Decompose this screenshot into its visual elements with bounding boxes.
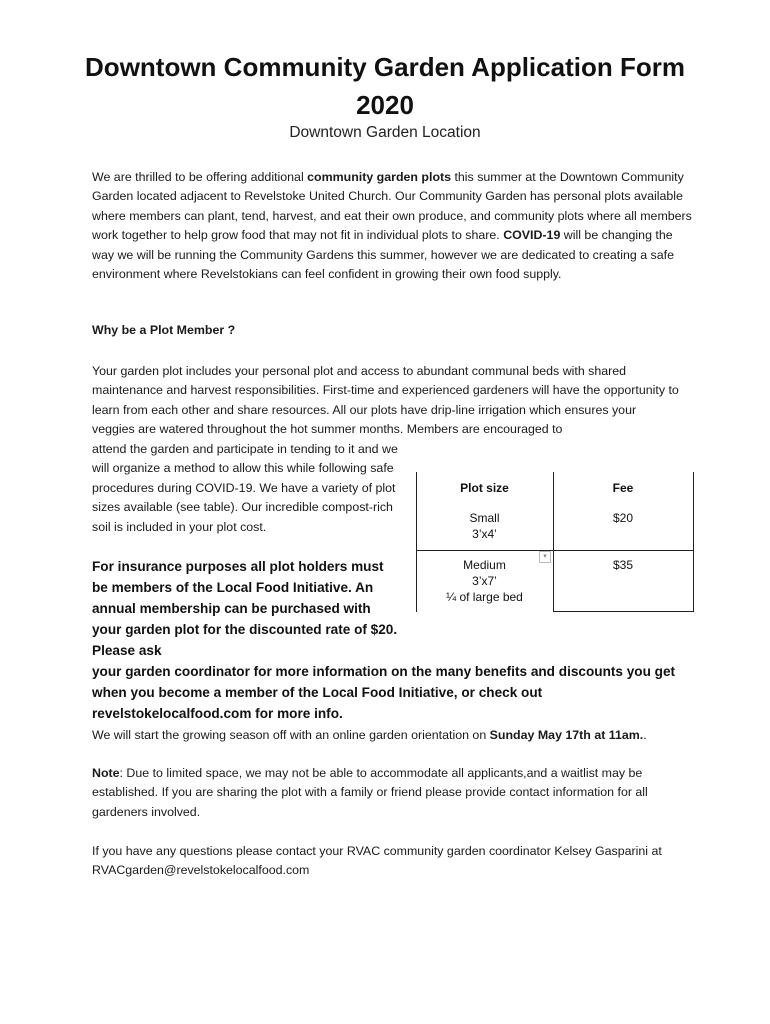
orientation-end: . [643,728,647,742]
page-subtitle: Downtown Garden Location [289,124,481,141]
intro-text-3: will be changing the way we will be running the Community Gardens this summer, however we are dedicated to creating a safe environment where Revelstokians can feel confident in growing their own food supply. [92,228,674,282]
insurance-paragraph [92,556,692,724]
orientation-text: We will start the growing season off with an online garden orientation on [92,728,490,742]
table-header-plot-size: Plot size [460,481,509,495]
intro-bold-2: COVID-19 [503,228,561,243]
plot-paragraph: Your garden plot includes your personal plot and access to abundant communal beds with shared maintenance and harvest responsibilities. First-time and experienced gardeners will have the opportunity to learn from each other and share resources. All our plots have drip-line irrigation which ensures your veggies are watered throughout the hot summer months. Members are encouraged to [92,364,679,437]
table-row-medium-fee: $35 [612,558,634,572]
table-header-fee: Fee [612,481,634,495]
table-row-small-fee: $20 [612,511,634,525]
page-title: Downtown Community Garden Application Form 2020 [85,52,685,120]
plot-paragraph-continued: attend the garden and participate in tending to it and we will organize a method to allow this while following safe procedures during COVID-19. We have a variety of plot sizes available (see table). Our incredible compost-rich soil is included in your plot cost. [92,442,398,534]
table-row-divider [416,550,694,551]
insurance-text-1: For insurance purposes all plot holders must be members of the Local Food Initiative. An annual membership can be purchased with your garden plot for the discounted rate of $20. Please ask [92,559,398,658]
intro-text-2: this summer at the Downtown Community Garden located adjacent to Revelstoke United Church. Our Community Garden has personal plots available where members can plant, tend, harvest, and eat their own produce, and community plots where all members work together to help grow food that may not fit in individual plots to share. [92,170,692,243]
chevron-down-icon: ▾ [539,551,551,563]
size-dimensions: 3’x4’ [472,527,497,541]
table-border-right [693,472,694,612]
size-name: Medium [463,558,506,572]
why-heading: Why be a Plot Member ? [92,323,236,337]
orientation-paragraph [92,726,692,745]
note-label: Note [92,766,120,780]
note-paragraph [92,764,682,822]
intro-text-1: We are thrilled to be offering additional [92,170,308,184]
size-name: Small [469,511,500,525]
size-dimensions: 3’x7’ [472,574,497,588]
contact-paragraph: If you have any questions please contact your RVAC community garden coordinator Kelsey Gasparini at RVACgarden@revelstokelocalfood.com [92,844,662,878]
note-text: : Due to limited space, we may not be able to accommodate all applicants,and a waitlist may be established. If you are sharing the plot with a family or friend please provide contact information for all gardeners involved. [92,766,648,819]
table-row-small-size [416,510,553,542]
intro-paragraph [92,168,692,284]
insurance-text-2: your garden coordinator for more information on the many benefits and discounts you get when you become a member of the Local Food Initiative, or check out revelstokelocalfood.com for more info. [92,664,676,721]
size-note: ¼ of large bed [446,590,523,604]
intro-bold-1: community garden plots [307,170,452,184]
orientation-date: Sunday May 17th at 11am. [489,728,644,742]
